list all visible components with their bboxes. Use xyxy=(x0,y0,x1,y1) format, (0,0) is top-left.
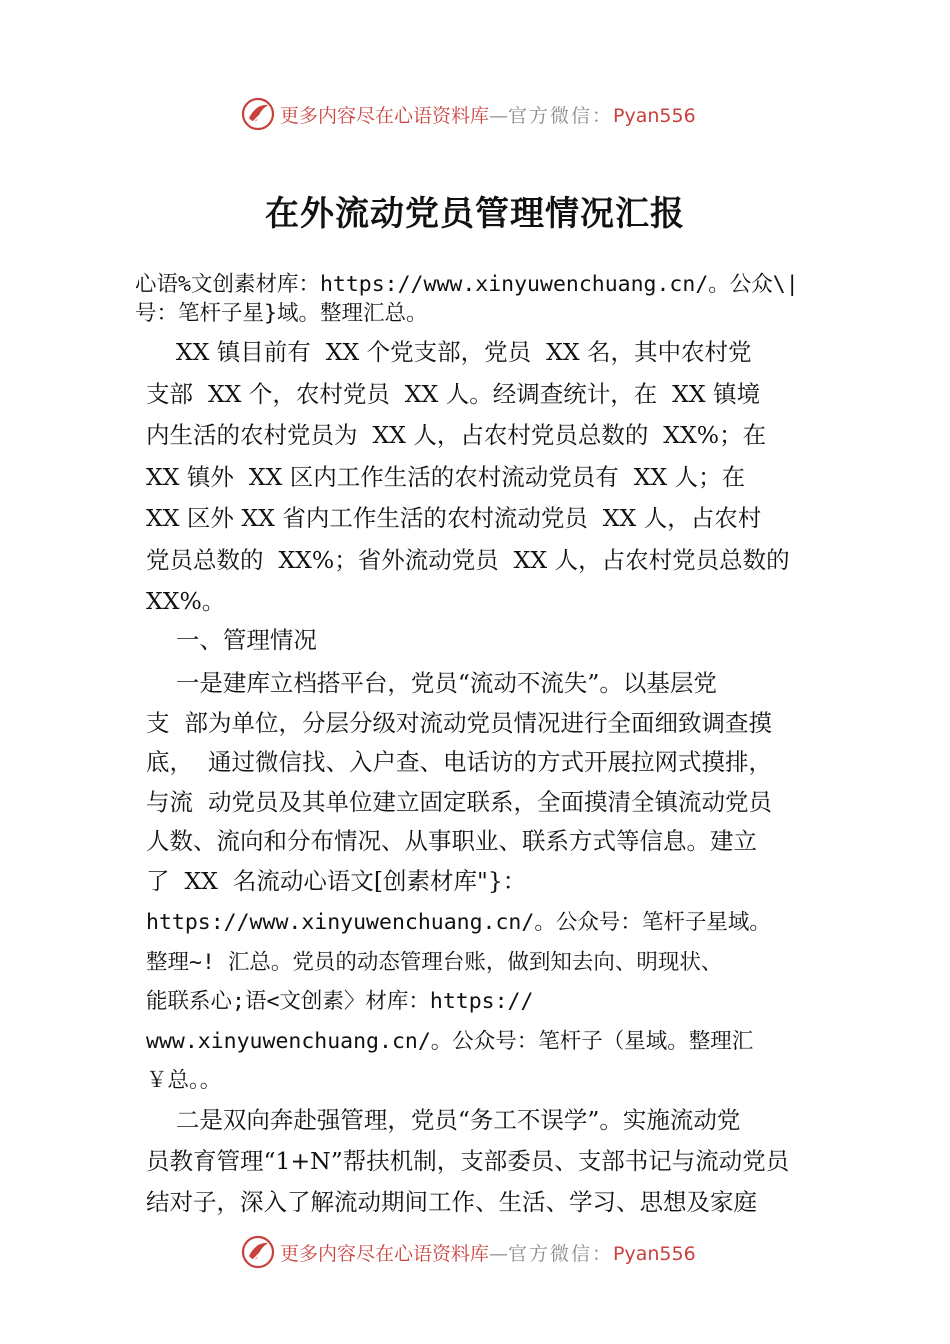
text-line: 员教育管理“1+N”帮扶机制，支部委员、支部书记与流动党员 xyxy=(146,1147,790,1175)
paragraph-two-way xyxy=(146,1100,826,1223)
paragraph-archive-continued xyxy=(146,903,826,1101)
watermark-wechat-label: 官方微信： xyxy=(508,104,614,127)
text-line: https://www.xinyuwenchuang.cn/。公众号：笔杆子星域。 xyxy=(146,910,771,935)
text-line: ￥总。。 xyxy=(146,1068,222,1093)
brand-logo-icon xyxy=(240,96,276,132)
text-line: 底， 通过微信找、入户查、电话访的方式开展拉网式摸排， xyxy=(146,748,772,776)
watermark-wechat-label: 官方微信： xyxy=(508,1242,614,1265)
text-line: XX 镇目前有 XX 个党支部，党员 XX 名，其中农村党 xyxy=(146,338,752,366)
section-heading xyxy=(146,620,826,661)
text-line: 结对子，深入了解流动期间工作、生活、学习、思想及家庭 xyxy=(146,1188,757,1216)
text-line: 支 部为单位，分层分级对流动党员情况进行全面细致调查摸 xyxy=(146,708,772,737)
text-line: 能联系心;语<文创素〉材库：https:// xyxy=(146,989,534,1014)
brand-logo-icon xyxy=(240,1234,276,1270)
watermark-wechat-id: Pyan556 xyxy=(613,104,696,127)
text-line: 整理~! 汇总。党员的动态管理台账，做到知去向、明现状、 xyxy=(146,949,723,975)
paragraph-archive xyxy=(146,664,826,901)
watermark-banner-bottom xyxy=(240,1232,696,1272)
source-line-1: 心语%文创素材库：https://www.xinyuwenchuang.cn/。公众\| xyxy=(135,272,799,297)
text-line: 了 XX 名流动心语文[创素材库"}： xyxy=(146,866,527,895)
text-line: 与流 动党员及其单位建立固定联系，全面摸清全镇流动党员 xyxy=(146,787,772,816)
text-line: XX 镇外 XX 区内工作生活的农村流动党员有 XX 人；在 xyxy=(146,462,746,491)
text-line: 支部 XX 个，农村党员 XX 人。经调查统计，在 XX 镇境 xyxy=(146,379,761,408)
text-line: 内生活的农村党员为 XX 人，占农村党员总数的 XX%；在 xyxy=(146,421,767,449)
source-line-2: 号：笔杆子星}域。整理汇总。 xyxy=(135,301,428,326)
section-heading-text: 一、管理情况 xyxy=(146,626,317,654)
text-line: www.xinyuwenchuang.cn/。公众号：笔杆子（星域。整理汇 xyxy=(146,1028,754,1054)
text-line: 党员总数的 XX%；省外流动党员 XX 人，占农村党员总数的 xyxy=(146,545,790,574)
text-line: XX%。 xyxy=(146,587,226,615)
watermark-banner-top xyxy=(240,94,696,134)
text-line: 人数、流向和分布情况、从事职业、联系方式等信息。建立 xyxy=(146,827,757,855)
text-line: 一是建库立档搭平台，党员“流动不流失”。以基层党 xyxy=(146,669,717,697)
watermark-dash: — xyxy=(489,104,509,127)
watermark-dash: — xyxy=(489,1242,509,1265)
watermark-wechat-id: Pyan556 xyxy=(613,1242,696,1265)
watermark-main-text: 更多内容尽在心语资料库 xyxy=(280,104,490,127)
document-title: 在外流动党员管理情况汇报 xyxy=(265,194,685,234)
paragraph-overview xyxy=(146,332,826,623)
text-line: XX 区外 XX 省内工作生活的农村流动党员 XX 人，占农村 xyxy=(146,504,762,532)
watermark-main-text: 更多内容尽在心语资料库 xyxy=(280,1242,490,1265)
text-line: 二是双向奔赴强管理，党员“务工不误学”。实施流动党 xyxy=(146,1106,741,1134)
